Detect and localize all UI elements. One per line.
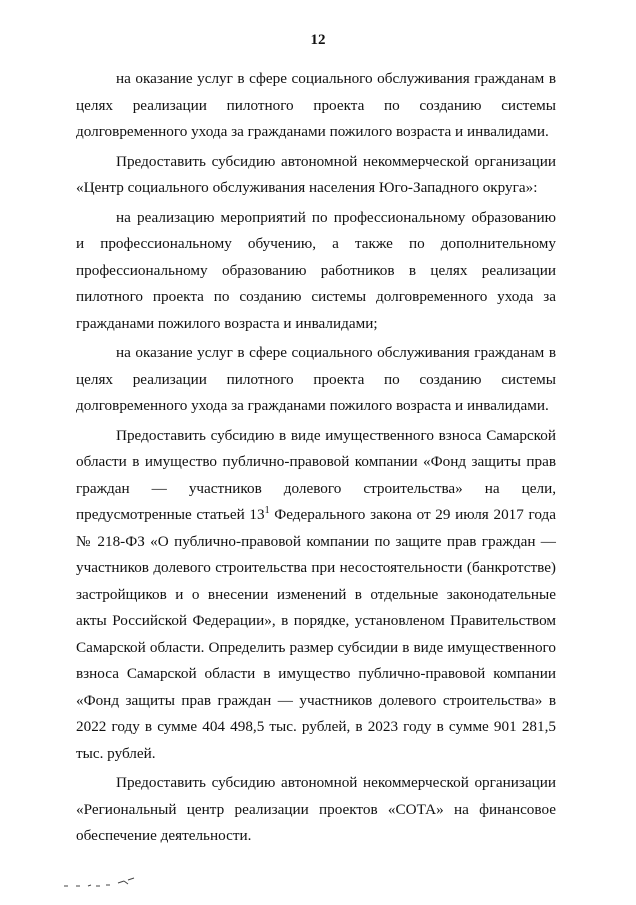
paragraph-education: на реализацию мероприятий по профессиональному образованию и профессиональному обучению, а также по дополнительному профессиональному образованию работников в целях реализации пилотного проекта по созданию системы долговременного ухода за гражданами пожилого возраста и инвалидами; bbox=[76, 208, 556, 332]
paragraph-services-1: на оказание услуг в сфере социального обслуживания гражданам в целях реализации пилотного проекта по созданию системы долговременного ухода за гражданами пожилого возраста и инвалидами. bbox=[76, 70, 556, 140]
paragraph-property-text-b: Федерального закона от 29 июля 2017 года № 218-ФЗ «О публично-правовой компании по защите прав граждан — участников долевого строительства при несостоятельности (банкротстве) застройщиков и о внесении изменений в отдельные законодательные акты Российской Федерации», в порядке, установленом Правительством Самарской области. Определить размер субсидии в виде имущественного взноса Самарской области в имущество публично-правовой компании «Фонд защиты прав граждан — участников долевого строительства» в 2022 году в сумме 404 498,5 тыс. рублей, в 2023 году в сумме 901 281,5 тыс. рублей. bbox=[76, 506, 557, 762]
scan-artifact-mark bbox=[62, 874, 142, 890]
paragraph-property-text-a: Предоставить субсидию в виде имущественного взноса Самарской области в имущество публично-правовой компании «Фонд защиты прав граждан — участников долевого строительства» на цели, предусмотренные статьей 13 bbox=[76, 426, 556, 523]
paragraph-property-contribution bbox=[76, 423, 556, 768]
paragraph-subsidy-sota: Предоставить субсидию автономной некоммерческой организации «Региональный центр реализации проектов «СОТА» на финансовое обеспечение деятельности. bbox=[76, 774, 556, 844]
paragraph-services-2: на оказание услуг в сфере социального обслуживания гражданам в целях реализации пилотного проекта по созданию системы долговременного ухода за гражданами пожилого возраста и инвалидами. bbox=[76, 344, 556, 414]
paragraph-subsidy-center: Предоставить субсидию автономной некоммерческой организации «Центр социального обслуживания населения Юго-Западного округа»: bbox=[76, 152, 556, 196]
page-number: 12 bbox=[310, 32, 326, 48]
article-superscript: 1 bbox=[264, 505, 270, 516]
document-body bbox=[76, 66, 556, 853]
